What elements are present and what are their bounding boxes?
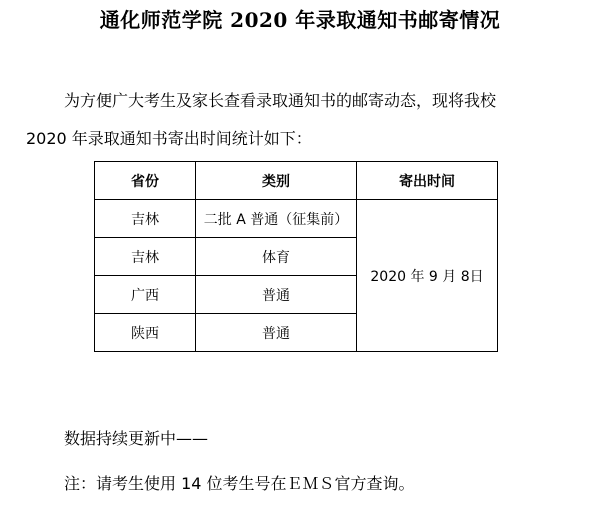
footnote: 注：请考生使用 14 位考生号在ＥＭＳ官方查询。 [64, 474, 415, 493]
cell-category: 普通 [196, 314, 357, 352]
page-title: 通化师范学院 2020 年录取通知书邮寄情况 [99, 8, 501, 32]
header-province: 省份 [95, 162, 196, 200]
cell-category: 二批 A 普通（征集前） [196, 200, 357, 238]
table-header-row [95, 162, 498, 200]
cell-category: 体育 [196, 238, 357, 276]
header-category: 类别 [196, 162, 357, 200]
intro-line-1: 为方便广大考生及家长查看录取通知书的邮寄动态，现将我校 [64, 91, 497, 110]
mailing-table [94, 161, 498, 352]
cell-send-date: 2020 年 9 月 8日 [357, 200, 498, 352]
intro-paragraph [26, 82, 586, 158]
table-row [95, 200, 498, 238]
cell-province: 陕西 [95, 314, 196, 352]
update-status: 数据持续更新中—— [64, 429, 209, 448]
cell-category: 普通 [196, 276, 357, 314]
header-send-time: 寄出时间 [357, 162, 498, 200]
cell-province: 吉林 [95, 238, 196, 276]
intro-line-2: 2020 年录取通知书寄出时间统计如下： [26, 129, 312, 148]
cell-province: 广西 [95, 276, 196, 314]
cell-province: 吉林 [95, 200, 196, 238]
